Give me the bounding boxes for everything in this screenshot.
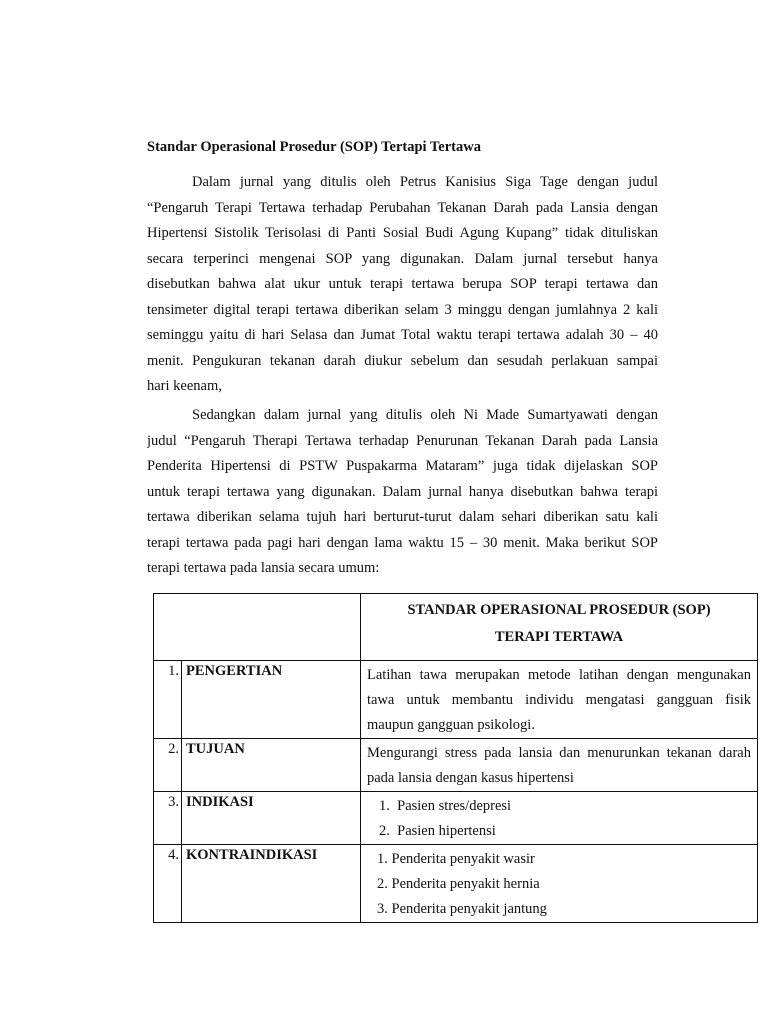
content-line: maupun gangguan psikologi. (367, 717, 535, 733)
list-item: 2. Pasien hipertensi (379, 823, 496, 839)
paragraph-line: tertawa diberikan selama tujuh hari berturut-turut dalam sehari diberikan satu kali (147, 509, 658, 525)
list-item: 3. Penderita penyakit jantung (377, 901, 547, 917)
paragraph-line: menit. Pengukuran tekanan darah diukur sebelum dan sesudah perlakuan sampai (147, 352, 658, 369)
paragraph-line: hari keenam, (147, 378, 222, 394)
row-content (361, 661, 758, 739)
row-number: 2. (154, 739, 182, 792)
row-content (361, 739, 758, 792)
paragraph-1 (147, 170, 658, 400)
content-line: Mengurangi stress pada lansia dan menurunkan tekanan darah (367, 745, 751, 761)
paragraph-line: terapi tertawa pada lansia secara umum: (147, 560, 380, 576)
row-content (361, 792, 758, 845)
paragraph-2 (147, 403, 658, 582)
row-label: INDIKASI (182, 792, 361, 845)
table-header-line: TERAPI TERTAWA (494, 629, 624, 645)
table-header-line: STANDAR OPERASIONAL PROSEDUR (SOP) (407, 602, 711, 618)
table-row (154, 792, 758, 845)
paragraph-line: Sedangkan dalam jurnal yang ditulis oleh Ni Made Sumartyawati dengan (192, 407, 658, 423)
content-line: pada lansia dengan kasus hipertensi (367, 770, 574, 786)
document-title: Standar Operasional Prosedur (SOP) Tertapi Tertawa (147, 139, 481, 155)
header-empty-cell (154, 594, 361, 661)
content-line: Latihan tawa merupakan metode latihan dengan mengunakan (367, 667, 751, 683)
row-label: TUJUAN (182, 739, 361, 792)
row-content (361, 845, 758, 923)
table-header-cell (361, 594, 758, 661)
sop-table (153, 593, 758, 923)
list-item: 2. Penderita penyakit hernia (377, 876, 540, 892)
paragraph-line: terapi tertawa pada pagi hari dengan lama waktu 15 – 30 menit. Maka berikut SOP (147, 534, 658, 551)
row-number: 3. (154, 792, 182, 845)
list-item: 1. Pasien stres/depresi (379, 798, 512, 814)
row-label: PENGERTIAN (182, 661, 361, 739)
list-item: 1. Penderita penyakit wasir (377, 851, 535, 867)
table-row (154, 845, 758, 923)
paragraph-line: untuk terapi tertawa yang digunakan. Dalam jurnal hanya disebutkan bahwa terapi (147, 483, 658, 500)
paragraph-line: Penderita Hipertensi di PSTW Puspakarma Mataram” juga tidak dijelaskan SOP (147, 458, 658, 474)
paragraph-line: Dalam jurnal yang ditulis oleh Petrus Kanisius Siga Tage dengan judul (192, 174, 658, 190)
paragraph-line: seminggu yaitu di hari Selasa dan Jumat Total waktu terapi tertawa adalah 30 – 40 (147, 327, 658, 343)
paragraph-line: disebutkan bahwa alat ukur untuk terapi tertawa berupa SOP terapi tertawa dan (147, 276, 658, 292)
paragraph-line: Hipertensi Sistolik Terisolasi di Panti Sosial Budi Agung Kupang” tidak dituliskan (147, 225, 658, 241)
paragraph-line: “Pengaruh Terapi Tertawa terhadap Perubahan Tekanan Darah pada Lansia dengan (147, 199, 658, 216)
paragraph-line: tensimeter digital terapi tertawa diberikan selam 3 minggu dengan jumlahnya 2 kali (147, 301, 658, 318)
row-number: 1. (154, 661, 182, 739)
table-row (154, 661, 758, 739)
table-header-row (154, 594, 758, 661)
paragraph-line: secara terperinci mengenai SOP yang digunakan. Dalam jurnal tersebut hanya (147, 250, 658, 267)
paragraph-line: judul “Pengaruh Therapi Tertawa terhadap Penurunan Tekanan Darah pada Lansia (147, 432, 658, 449)
row-label: KONTRAINDIKASI (182, 845, 361, 923)
content-line: tawa untuk membantu individu mengatasi gangguan fisik (367, 692, 751, 708)
row-number: 4. (154, 845, 182, 923)
table-row (154, 739, 758, 792)
